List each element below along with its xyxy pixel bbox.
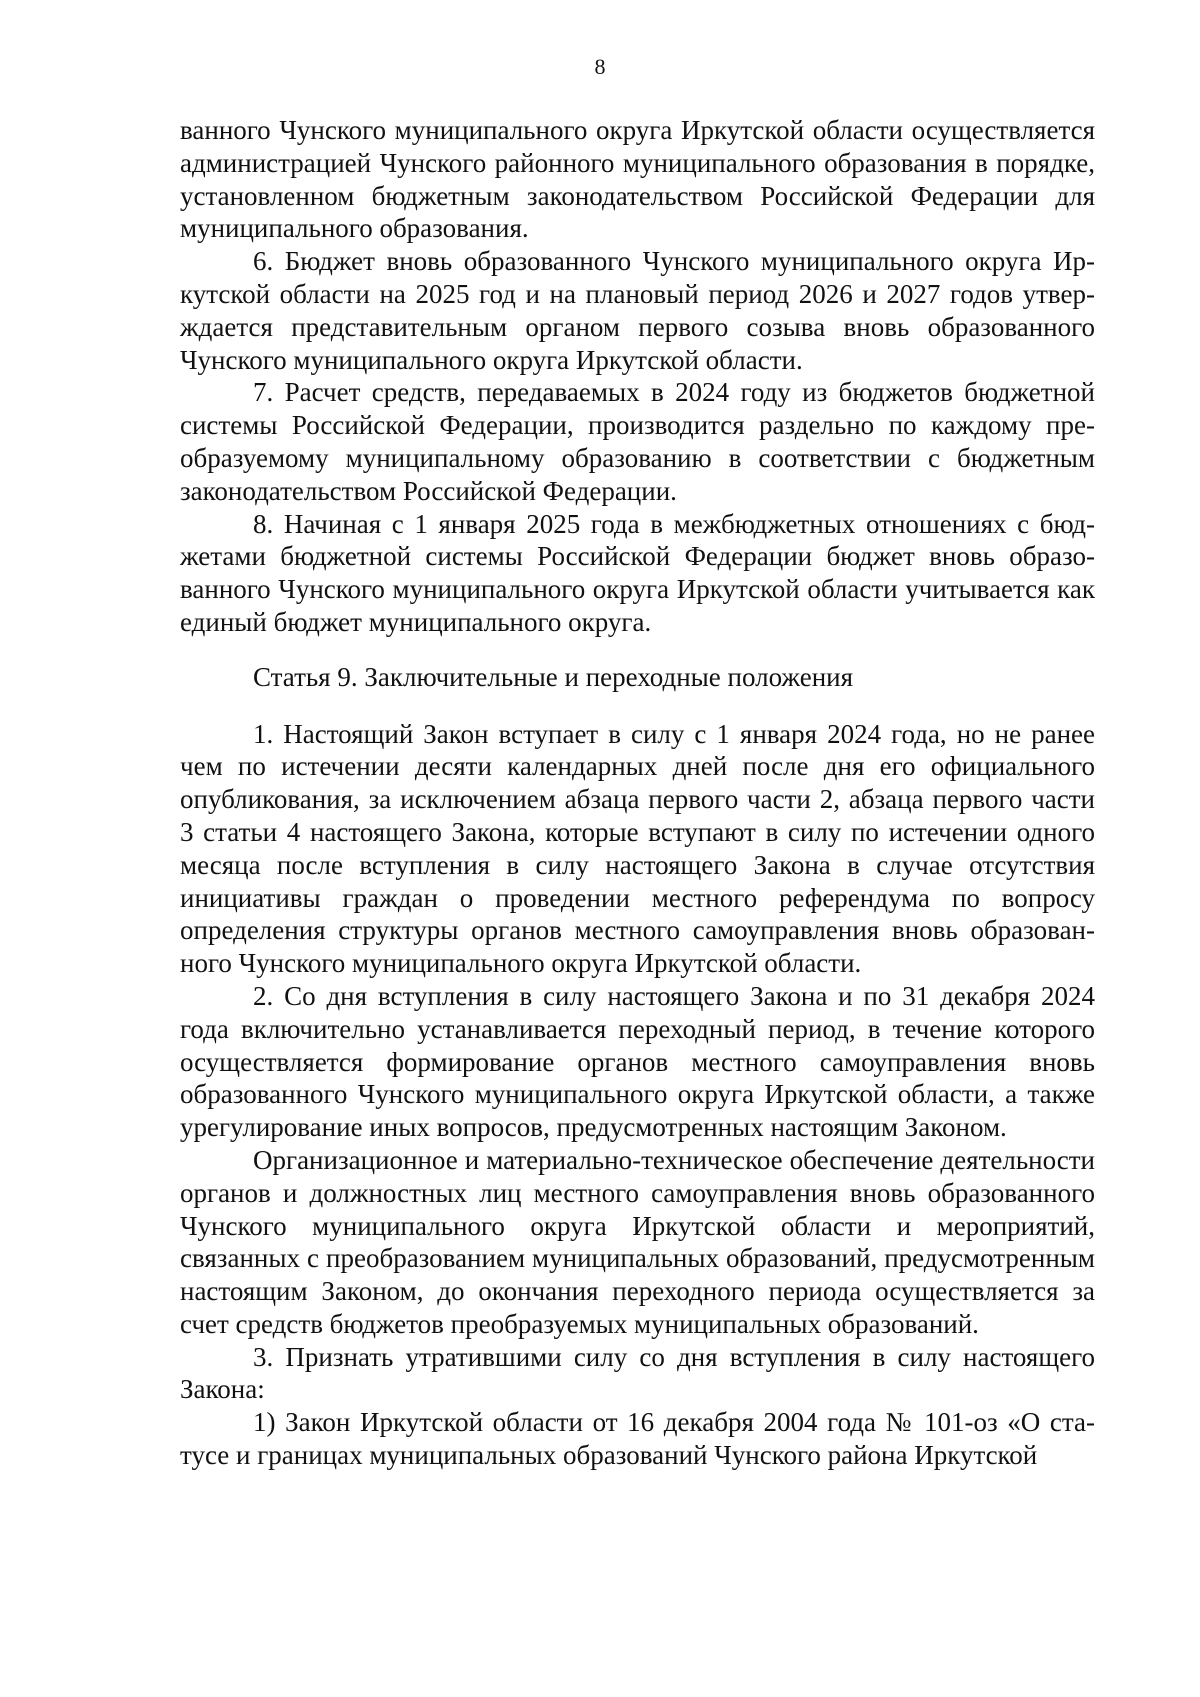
paragraph-article9-part3: 3. Признать утратившими силу со дня вступления в силу настоящего Закона: [180, 1341, 1095, 1405]
paragraph-continuation: ванного Чунского муниципального округа Иркутской области осуществляется администрацией Чунского районного муниципального образования в порядке, установленном бюджетным законодательством Российской Федерации для муниципального образования. [180, 115, 1095, 244]
paragraph-article9-part3-item1: 1) Закон Иркутской области от 16 декабря 2004 года № 101-оз «О статусе и границах муниципальных образований Чунского района Иркутской [180, 1407, 1095, 1471]
paragraph-article9-part1: 1. Настоящий Закон вступает в силу с 1 января 2024 года, но не ранее чем по истечении десяти календарных дней после дня его официального опубликования, за исключением абзаца первого части 2, абзаца первого части 3 статьи 4 настоящего Закона, которые вступают в силу по истечении одного месяца после вступления в силу настоящего Закона в случае отсутствия инициативы граждан о проведении местного референдума по вопросу определения структуры органов местного самоуправления вновь образованного Чунского муниципального округа Иркутской области. [180, 718, 1095, 979]
spacer [180, 694, 1095, 718]
paragraph-item-7: 7. Расчет средств, передаваемых в 2024 году из бюджетов бюджетной системы Российской Федерации, производится раздельно по каждому преобразуемому муниципальному образованию в соответствии с бюджетным законодательством Российской Федерации. [180, 377, 1095, 506]
article-heading: Статья 9. Заключительные и переходные положения [253, 661, 854, 692]
paragraph-article9-part2-para2: Организационное и материально-техническое обеспечение деятельности органов и должностных лиц местного самоуправления вновь образованного Чунского муниципального округа Иркутской области и мероприятий, связанных с преобразованием муниципальных образований, предусмотренным настоящим Законом, до окончания переходного периода осуществляется за счет средств бюджетов преобразуемых муниципальных образований. [180, 1144, 1095, 1339]
page-number: 8 [594, 54, 606, 79]
paragraph-item-6: 6. Бюджет вновь образованного Чунского муниципального округа Иркутской области на 2025 год и на плановый период 2026 и 2027 годов утверждается представительным органом первого созыва вновь образованного Чунского муниципального округа Иркутской области. [180, 246, 1095, 375]
paragraph-item-8: 8. Начиная с 1 января 2025 года в межбюджетных отношениях с бюджетами бюджетной системы Российской Федерации бюджет вновь образованного Чунского муниципального округа Иркутской области учитывается как единый бюджет муниципального округа. [180, 508, 1095, 637]
document-body [180, 114, 1095, 1472]
paragraph-article9-part2: 2. Со дня вступления в силу настоящего Закона и по 31 декабря 2024 года включительно устанавливается переходный период, в течение которого осуществляется формирование органов местного самоуправления вновь образованного Чунского муниципального округа Иркутской области, а также урегулирование иных вопросов, предусмотренных настоящим Законом. [180, 980, 1095, 1143]
spacer [180, 639, 1095, 661]
